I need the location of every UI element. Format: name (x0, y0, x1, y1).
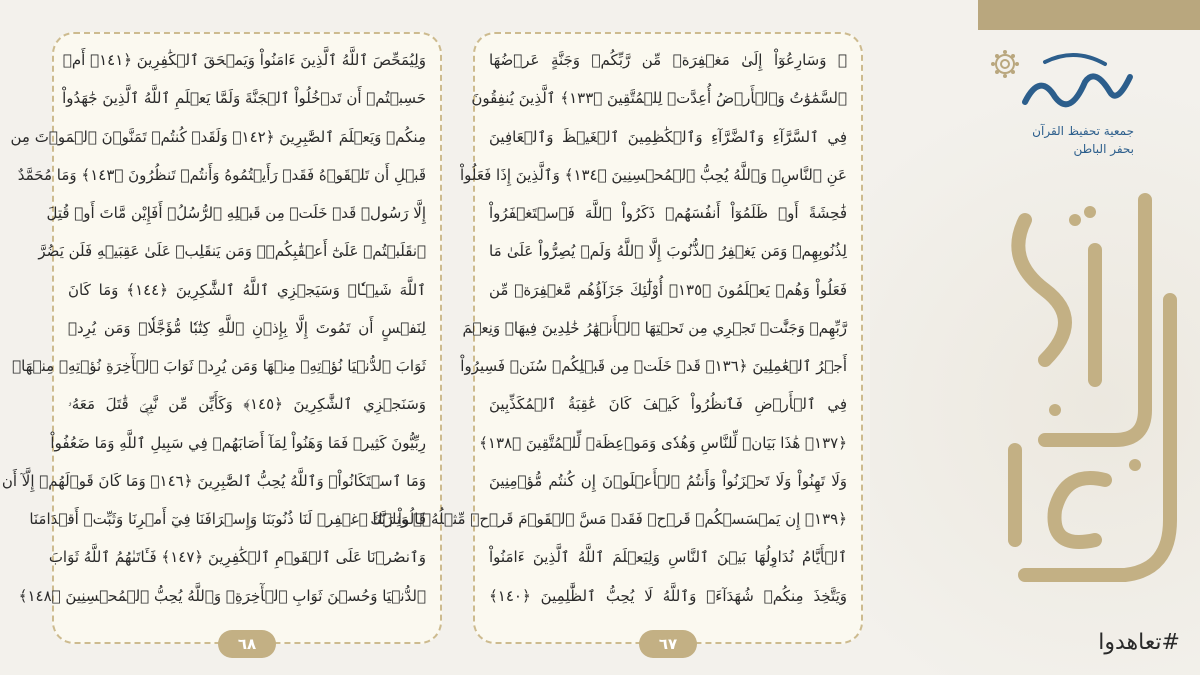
verse-line: فِي ٱلۡأَرۡضِ فَٱنظُرُواْ كَيۡفَ كَانَ عَٰقِبَةُ ٱلۡمُكَذِّبِينَ (489, 395, 847, 414)
hashtag-text: #تعاهدوا (1098, 630, 1180, 655)
verse-line: قَبۡلِ أَن تَلۡقَوۡهُ فَقَدۡ رَأَيۡتُمُوهُ وَأَنتُمۡ تَنظُرُونَ ﴿١٤٣﴾ وَمَا مُحَمَّدٌ (17, 165, 426, 184)
verse-line: وَمَا ٱسۡتَكَانُواْۗ وَٱللَّهُ يُحِبُّ ٱلصَّٰبِرِينَ ﴿١٤٦﴾ وَمَا كَانَ قَوۡلَهُمۡ إِلَّآ أَن (1, 471, 426, 490)
verse-line: ٱلۡأَيَّامُ نُدَاوِلُهَا بَيۡنَ ٱلنَّاسِ وَلِيَعۡلَمَ ٱللَّهُ ٱلَّذِينَ ءَامَنُواْ (489, 548, 847, 567)
mushaf-page-right (370, 32, 863, 653)
verse-line: ثَوَابَ ٱلدُّنۡيَا نُؤۡتِهِۦ مِنۡهَا وَمَن يُرِدۡ ثَوَابَ ٱلۡأٓخِرَةِ نُؤۡتِهِۦ مِنۡهَاۚ (12, 357, 426, 375)
verse-line: فَعَلُواْ وَهُمۡ يَعۡلَمُونَ ﴿١٣٥﴾ أُوْلَٰٓئِكَ جَزَآؤُهُم مَّغۡفِرَةٞ مِّن (489, 280, 847, 299)
calligraphy-text: تعاهدوا (985, 180, 988, 181)
verse-line: فِي ٱلسَّرَّآءِ وَٱلضَّرَّآءِ وَٱلۡكَٰظِمِينَ ٱلۡغَيۡظَ وَٱلۡعَافِينَ (489, 127, 847, 146)
page-number-right: ٦٧ (639, 630, 697, 658)
verse-line: وَلِيُمَحِّصَ ٱللَّهُ ٱلَّذِينَ ءَامَنُواْ وَيَمۡحَقَ ٱلۡكَٰفِرِينَ ﴿١٤١﴾ أَمۡ (62, 51, 426, 69)
verse-line: حَسِبۡتُمۡ أَن تَدۡخُلُواْ ٱلۡجَنَّةَ وَلَمَّا يَعۡلَمِ ٱللَّهُ ٱلَّذِينَ جَٰهَدُواْ (62, 89, 426, 108)
verse-line: ٱلسَّمَٰوَٰتُ وَٱلۡأَرۡضُ أُعِدَّتۡ لِلۡمُتَّقِينَ ﴿١٣٣﴾ ٱلَّذِينَ يُنفِقُونَ (471, 89, 847, 108)
verse-line: إِلَّا رَسُولٞ قَدۡ خَلَتۡ مِن قَبۡلِهِ ٱلرُّسُلُۚ أَفَإِيْن مَّاتَ أَوۡ قُتِلَ (46, 204, 426, 222)
mushaf-page-left (1, 32, 442, 653)
verse-line: قَالُواْ رَبَّنَا ٱغۡفِرۡ لَنَا ذُنُوبَنَا وَإِسۡرَافَنَا فِيٓ أَمۡرِنَا وَثَبِّتۡ أَقۡدَامَنَا (29, 510, 426, 528)
verse-line: عَنِ ٱلنَّاسِۗ وَٱللَّهُ يُحِبُّ ٱلۡمُحۡسِنِينَ ﴿١٣٤﴾ وَٱلَّذِينَ إِذَا فَعَلُواْ (459, 165, 847, 184)
verse-line: مِنكُمۡ وَيَعۡلَمَ ٱلصَّٰبِرِينَ ﴿١٤٢﴾ وَلَقَدۡ كُنتُمۡ تَمَنَّوۡنَ ٱلۡمَوۡتَ مِن (10, 127, 426, 146)
page-number-left: ٦٨ (218, 630, 276, 658)
verse-line: وَلَا تَهِنُواْ وَلَا تَحۡزَنُواْ وَأَنتُمُ ٱلۡأَعۡلَوۡنَ إِن كُنتُم مُّؤۡمِنِينَ (489, 471, 847, 490)
organization-name: جمعية تحفيظ القرآن (1032, 124, 1134, 138)
verse-line: لِنَفۡسٍ أَن تَمُوتَ إِلَّا بِإِذۡنِ ٱللَّهِ كِتَٰبٗا مُّؤَجَّلٗاۗ وَمَن يُرِدۡ (68, 318, 426, 337)
calligraphy-artwork (985, 180, 1195, 600)
verse-line: وَيَتَّخِذَ مِنكُمۡ شُهَدَآءَۗ وَٱللَّهُ لَا يُحِبُّ ٱلظَّٰلِمِينَ ﴿١٤٠﴾ (489, 586, 847, 605)
verse-line: فَٰحِشَةً أَوۡ ظَلَمُوٓاْ أَنفُسَهُمۡ ذَكَرُواْ ٱللَّهَ فَٱسۡتَغۡفَرُواْ (489, 204, 847, 222)
gold-top-bar (978, 0, 1200, 30)
verse-line: ٱللَّهَ شَيۡـٔٗاۗ وَسَيَجۡزِي ٱللَّهُ ٱلشَّٰكِرِينَ ﴿١٤٤﴾ وَمَا كَانَ (68, 280, 426, 299)
logo-mark-icon (985, 42, 1135, 122)
verse-line: لِذُنُوبِهِمۡ وَمَن يَغۡفِرُ ٱلذُّنُوبَ إِلَّا ٱللَّهُ وَلَمۡ يُصِرُّواْ عَلَىٰ مَا (489, 242, 847, 261)
verse-line: وَسَنَجۡزِي ٱلشَّٰكِرِينَ ﴿١٤٥﴾ وَكَأَيِّن مِّن نَّبِيّٖ قَٰتَلَ مَعَهُۥ (68, 395, 427, 414)
verse-line: أَجۡرُ ٱلۡعَٰمِلِينَ ﴿١٣٦﴾ قَدۡ خَلَتۡ مِن قَبۡلِكُمۡ سُنَنٞ فَسِيرُواْ (460, 357, 847, 375)
verse-line: رِبِّيُّونَ كَثِيرٞ فَمَا وَهَنُواْ لِمَآ أَصَابَهُمۡ فِي سَبِيلِ ٱللَّهِ وَمَا ضَعُفُواْ (50, 433, 426, 452)
verse-line: ٱلدُّنۡيَا وَحُسۡنَ ثَوَابِ ٱلۡأٓخِرَةِۗ وَٱللَّهُ يُحِبُّ ٱلۡمُحۡسِنِينَ ﴿١٤٨﴾ (18, 586, 426, 605)
organization-location: بحفر الباطن (1073, 142, 1134, 156)
verse-line: ۞ وَسَارِعُوٓاْ إِلَىٰ مَغۡفِرَةٖ مِّن رَّبِّكُمۡ وَجَنَّةٍ عَرۡضُهَا (489, 51, 847, 69)
verse-line: رَّبِّهِمۡ وَجَنَّٰتٞ تَجۡرِي مِن تَحۡتِهَا ٱلۡأَنۡهَٰرُ خَٰلِدِينَ فِيهَاۚ وَنِعۡمَ (462, 318, 847, 337)
verse-line: ﴿١٣٧﴾ هَٰذَا بَيَانٞ لِّلنَّاسِ وَهُدٗى وَمَوۡعِظَةٞ لِّلۡمُتَّقِينَ ﴿١٣٨﴾ (479, 433, 847, 452)
verse-line: ٱنقَلَبۡتُمۡ عَلَىٰٓ أَعۡقَٰبِكُمۡۚ وَمَن يَنقَلِبۡ عَلَىٰ عَقِبَيۡهِ فَلَن يَضُرَّ (38, 242, 426, 261)
verse-line: وَٱنصُرۡنَا عَلَى ٱلۡقَوۡمِ ٱلۡكَٰفِرِينَ ﴿١٤٧﴾ فَـَٔاتَىٰهُمُ ٱللَّهُ ثَوَابَ (48, 548, 426, 567)
verse-line: ﴿١٣٩﴾ إِن يَمۡسَسۡكُمۡ قَرۡحٞ فَقَدۡ مَسَّ ٱلۡقَوۡمَ قَرۡحٞ مِّثۡلُهُۥۚ وَتِلۡكَ (370, 510, 847, 528)
page-lines-right (370, 51, 847, 605)
